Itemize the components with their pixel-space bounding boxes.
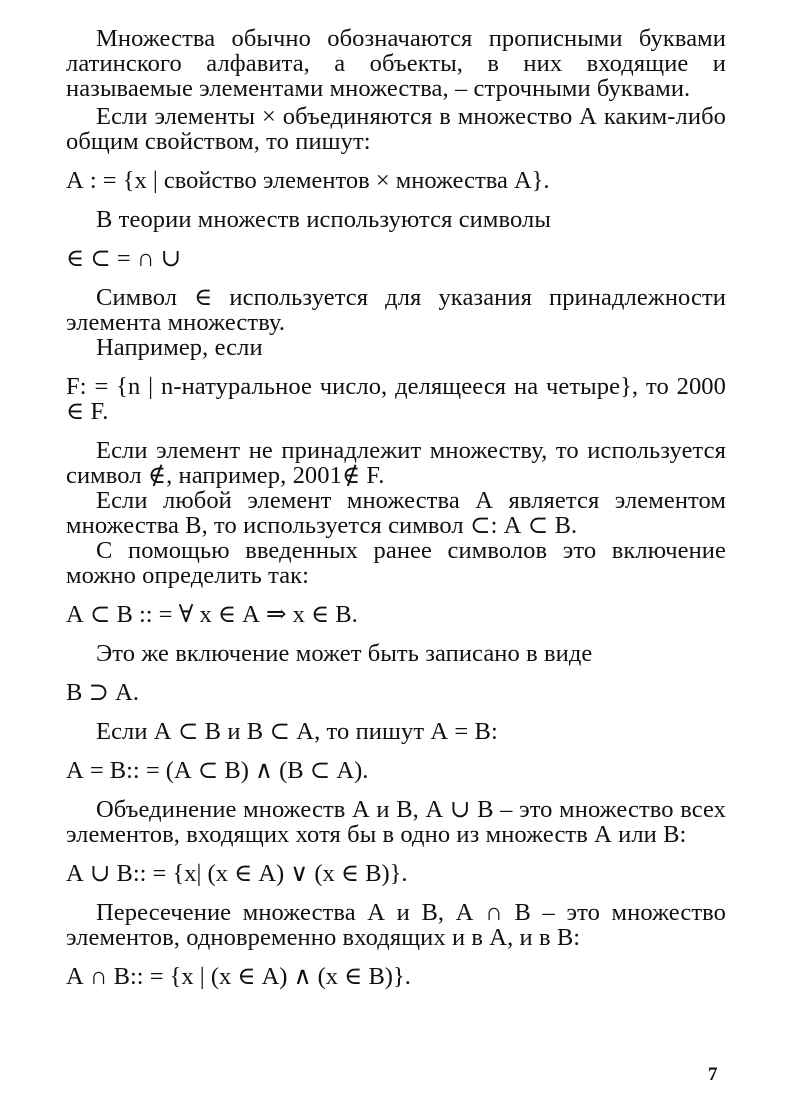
paragraph-set-notation: Множества обычно обозначаются прописными буквами латинского алфавита, а объекты, в них входящие и называемые элементами множества, – строчными буквами. bbox=[66, 25, 726, 102]
paragraph-inclusion-definition: С помощью введенных ранее символов это включение можно определить так: bbox=[66, 537, 726, 589]
paragraph-equality: Если А ⊂ В и В ⊂ А, то пишут А = В: bbox=[96, 718, 498, 745]
paragraph-union: Объединение множеств А и В, А ∪ В – это множество всех элементов, входящих хотя бы в одно из множеств А или В: bbox=[66, 796, 726, 848]
formula-inclusion: А ⊂ В :: = ∀ x ∈ А ⇒ x ∈ В. bbox=[66, 601, 358, 628]
paragraph-subset-symbol: Если любой элемент множества А является элементом множества В, то используется символ ⊂: А ⊂ В. bbox=[66, 487, 726, 539]
paragraph-alternate-notation: Это же включение может быть записано в виде bbox=[96, 640, 593, 667]
paragraph-symbols-intro: В теории множеств используются символы bbox=[96, 206, 551, 233]
paragraph-membership-symbol: Символ ∈ используется для указания принадлежности элемента множеству. bbox=[66, 284, 726, 336]
formula-equality: А = В:: = (А ⊂ В) ∧ (В ⊂ А). bbox=[66, 757, 369, 784]
formula-union: А ∪ В:: = {x| (x ∈ А) ∨ (x ∈ В)}. bbox=[66, 860, 408, 887]
paragraph-non-membership: Если элемент не принадлежит множеству, то используется символ ∉, например, 2001∉ F. bbox=[66, 437, 726, 489]
page-number: 7 bbox=[708, 1064, 718, 1085]
paragraph-property-definition: Если элементы × объединяются в множество А каким-либо общим свойством, то пишут: bbox=[66, 103, 726, 155]
formula-intersection: А ∩ В:: = {x | (x ∈ А) ∧ (x ∈ В)}. bbox=[66, 963, 411, 990]
paragraph-example-intro: Например, если bbox=[96, 334, 263, 361]
paragraph-intersection: Пересечение множества А и В, А ∩ В – это множество элементов, одновременно входящих и в А, и в В: bbox=[66, 899, 726, 951]
formula-symbol-list: ∈ ⊂ = ∩ ∪ bbox=[66, 245, 182, 272]
page-body bbox=[66, 26, 726, 989]
formula-example-membership: F: = {n | n-натуральное число, делящееся на четыре}, то 2000 ∈ F. bbox=[66, 373, 726, 425]
formula-superset: В ⊃ А. bbox=[66, 679, 139, 706]
formula-set-by-property: А : = {x | свойство элементов × множества А}. bbox=[66, 167, 550, 194]
